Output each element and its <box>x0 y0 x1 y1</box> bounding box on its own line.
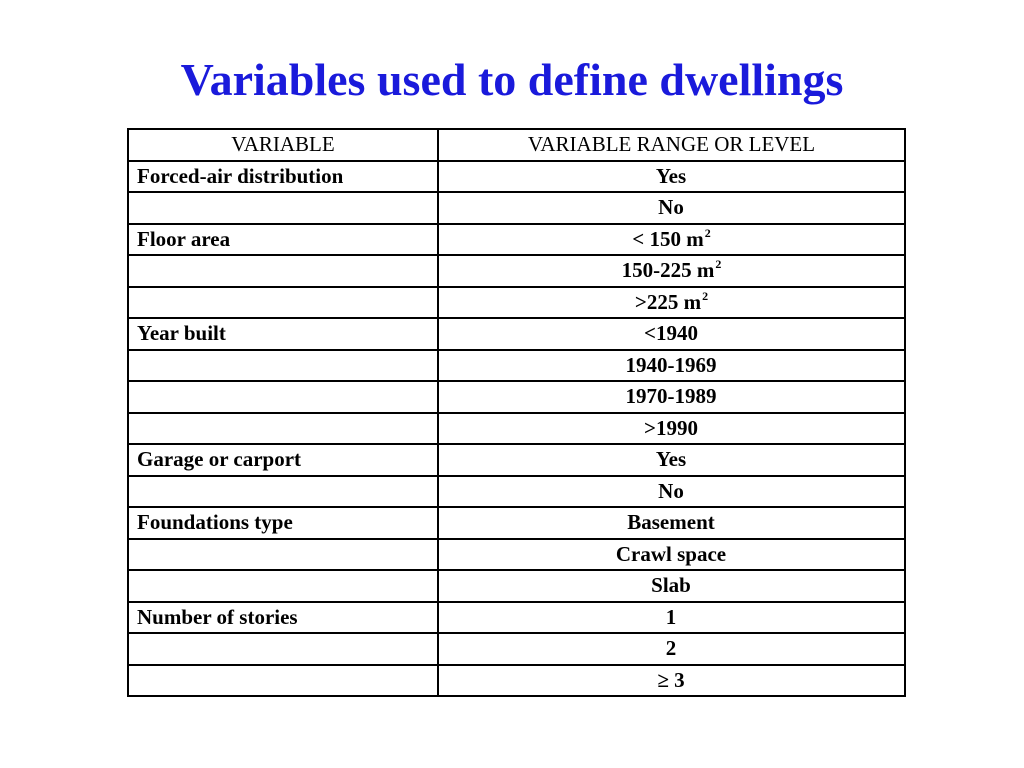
table-row <box>128 161 905 193</box>
variable-cell <box>128 350 438 382</box>
range-value: Yes <box>655 447 687 472</box>
range-superscript: 2 <box>702 288 709 303</box>
table-row <box>128 255 905 287</box>
table-row <box>128 633 905 665</box>
table-row <box>128 413 905 445</box>
table-row <box>128 665 905 697</box>
table-row <box>128 539 905 571</box>
variable-cell: Number of stories <box>128 602 438 634</box>
header-variable: VARIABLE <box>128 129 438 161</box>
range-cell <box>438 350 905 382</box>
range-cell <box>438 507 905 539</box>
range-value: ≥ 3 <box>657 667 685 692</box>
variable-cell <box>128 381 438 413</box>
range-superscript: 2 <box>715 257 722 272</box>
range-value: Basement <box>627 510 715 535</box>
range-cell <box>438 602 905 634</box>
table-body <box>128 161 905 697</box>
range-value: Slab <box>651 573 691 598</box>
header-row <box>128 129 905 161</box>
table-header <box>128 129 905 161</box>
range-superscript: 2 <box>704 225 711 240</box>
table-row <box>128 318 905 350</box>
variable-cell: Garage or carport <box>128 444 438 476</box>
variable-cell: Floor area <box>128 224 438 256</box>
variable-cell <box>128 413 438 445</box>
range-value: No <box>658 478 684 503</box>
variable-cell: Year built <box>128 318 438 350</box>
variable-cell <box>128 287 438 319</box>
table-row <box>128 381 905 413</box>
range-cell <box>438 381 905 413</box>
range-cell <box>438 161 905 193</box>
range-value: Crawl space <box>615 541 727 566</box>
table-row <box>128 287 905 319</box>
table-row <box>128 192 905 224</box>
table-row <box>128 507 905 539</box>
range-value: 1940-1969 <box>625 352 717 377</box>
range-cell <box>438 255 905 287</box>
table-row <box>128 476 905 508</box>
variable-cell <box>128 539 438 571</box>
variable-cell <box>128 633 438 665</box>
range-value: Yes <box>655 163 687 188</box>
table-row <box>128 444 905 476</box>
variable-cell <box>128 476 438 508</box>
variable-cell <box>128 665 438 697</box>
range-cell <box>438 192 905 224</box>
range-cell <box>438 318 905 350</box>
range-cell <box>438 413 905 445</box>
table-row <box>128 602 905 634</box>
range-value: 150-225 m <box>621 258 715 283</box>
range-cell <box>438 287 905 319</box>
range-value: <1940 <box>644 321 698 346</box>
variable-cell <box>128 570 438 602</box>
range-value: 1 <box>665 604 677 629</box>
variable-cell: Foundations type <box>128 507 438 539</box>
range-cell <box>438 539 905 571</box>
table-row <box>128 570 905 602</box>
range-cell <box>438 224 905 256</box>
range-cell <box>438 665 905 697</box>
range-value: >1990 <box>644 415 698 440</box>
range-cell <box>438 444 905 476</box>
header-range: VARIABLE RANGE OR LEVEL <box>438 129 905 161</box>
range-cell <box>438 633 905 665</box>
range-cell <box>438 476 905 508</box>
range-value: 2 <box>665 636 677 661</box>
table-row <box>128 350 905 382</box>
slide-title: Variables used to define dwellings <box>180 54 844 105</box>
range-value: >225 m <box>634 289 702 314</box>
variables-table <box>127 128 906 697</box>
range-cell <box>438 570 905 602</box>
range-value: No <box>658 195 684 220</box>
table-row <box>128 224 905 256</box>
variable-cell <box>128 192 438 224</box>
variable-cell <box>128 255 438 287</box>
range-value: < 150 m <box>632 226 704 251</box>
variable-cell: Forced-air distribution <box>128 161 438 193</box>
range-value: 1970-1989 <box>625 384 717 409</box>
